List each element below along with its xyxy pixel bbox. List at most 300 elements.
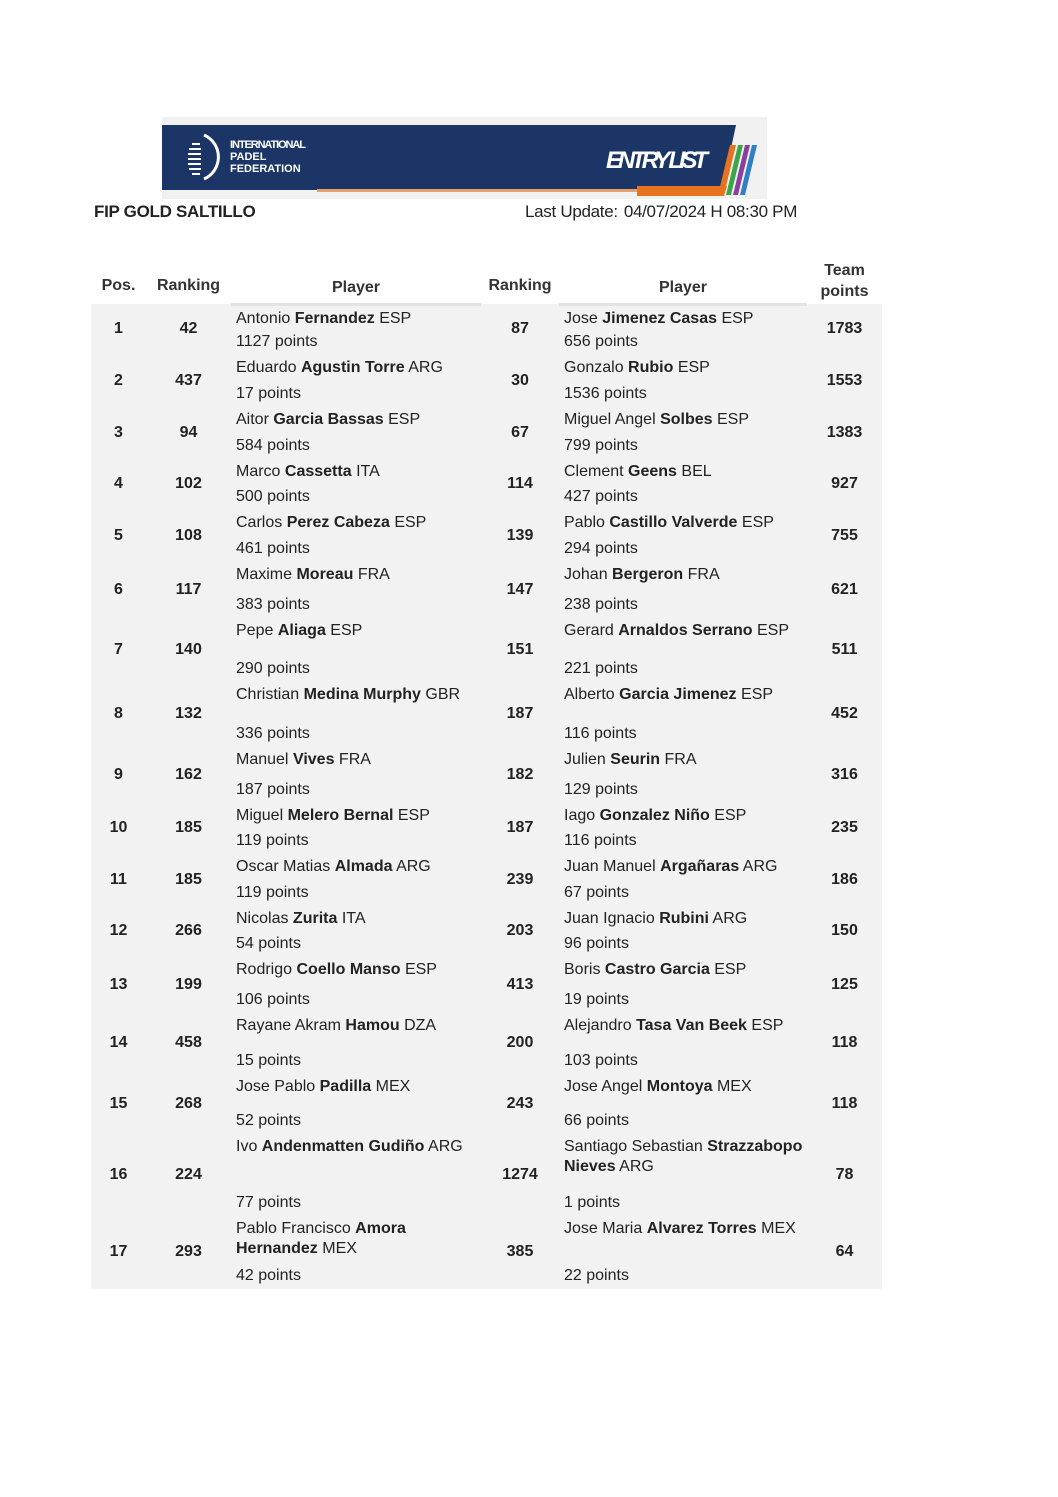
player-name: [564, 358, 803, 378]
last-name: Rubini: [659, 909, 709, 927]
last-name: Vives: [292, 750, 335, 768]
player2-ranking: 182: [506, 765, 534, 783]
player-cell: [559, 906, 807, 957]
nationality: ARG: [396, 857, 431, 875]
last-name: Jimenez Casas: [602, 309, 717, 327]
first-name: Santiago Sebastian: [564, 1137, 703, 1155]
player-points: 103 points: [564, 1051, 638, 1069]
nationality: DZA: [404, 1016, 437, 1034]
player-points: 238 points: [564, 595, 638, 613]
last-name: Melero Bernal: [287, 806, 394, 824]
player-cell: [231, 906, 481, 957]
first-name: Gerard: [564, 621, 614, 639]
last-update: [525, 202, 797, 222]
last-name: Coello Manso: [296, 960, 401, 978]
player-name: [236, 1016, 477, 1036]
position: 7: [114, 640, 123, 658]
nationality: ESP: [388, 410, 421, 428]
last-name: Garcia Jimenez: [619, 685, 737, 703]
player-points: 42 points: [236, 1266, 301, 1284]
player-cell: [231, 957, 481, 1013]
player-cell: [559, 1013, 807, 1074]
player-cell: [231, 407, 481, 459]
position: 6: [114, 580, 123, 598]
player-points: 116 points: [564, 831, 637, 849]
nationality: FRA: [357, 565, 390, 583]
svg-text:FEDERATION: FEDERATION: [230, 163, 301, 175]
team-points: 1783: [826, 320, 863, 338]
player-name: [236, 565, 477, 585]
player-cell: [231, 562, 481, 618]
first-name: Clement: [564, 462, 624, 480]
player-name: [564, 1219, 803, 1239]
first-name: Gonzalo: [564, 358, 624, 376]
player2-ranking: 30: [511, 371, 529, 389]
player2-ranking: 147: [506, 580, 534, 598]
position: 3: [114, 423, 123, 441]
player1-ranking: 132: [175, 705, 202, 722]
player-name: [236, 750, 477, 770]
player-cell: [559, 1134, 807, 1216]
last-name: Zurita: [292, 909, 338, 927]
player-points: 656 points: [564, 332, 638, 350]
last-name: Seurin: [610, 750, 661, 768]
player1-ranking: 224: [175, 1165, 202, 1183]
last-name: Geens: [628, 462, 677, 480]
player1-ranking: 162: [175, 765, 202, 783]
player-cell: [559, 355, 807, 407]
nationality: BEL: [681, 462, 712, 480]
team-points: 1553: [826, 371, 863, 389]
last-update-value: 04/07/2024 H 08:30 PM: [623, 202, 798, 221]
last-name: Strazzabopo Nieves: [564, 1137, 803, 1175]
position: 5: [114, 526, 123, 544]
player-cell: [559, 747, 807, 803]
first-name: Ivo: [236, 1137, 258, 1155]
player-points: 96 points: [564, 934, 629, 952]
first-name: Iago: [564, 806, 596, 824]
first-name: Alberto: [564, 685, 615, 703]
nationality: ESP: [397, 806, 430, 824]
player2-ranking: 385: [506, 1243, 534, 1260]
last-name: Fernandez: [294, 309, 375, 327]
table-row: [91, 906, 882, 957]
player1-ranking: 268: [175, 1094, 202, 1112]
team-points: 64: [835, 1243, 854, 1260]
position: 14: [109, 1034, 128, 1051]
player-cell: [231, 459, 481, 510]
first-name: Oscar Matias: [236, 857, 331, 875]
player-points: 221 points: [564, 659, 638, 677]
player2-ranking: 243: [506, 1094, 534, 1112]
last-name: Aliaga: [277, 621, 326, 639]
last-name: Bergeron: [612, 565, 684, 583]
player-name: [564, 565, 803, 585]
nationality: ARG: [712, 909, 748, 927]
player-cell: [231, 854, 481, 906]
player-name: [236, 1219, 477, 1259]
player2-ranking: 187: [506, 819, 534, 836]
first-name: Pablo: [564, 513, 605, 531]
player2-ranking: 187: [506, 705, 534, 722]
player-cell: [559, 459, 807, 510]
last-name: Montoya: [646, 1077, 713, 1095]
player1-ranking: 437: [175, 371, 202, 389]
nationality: ESP: [717, 410, 750, 428]
header-player: Player: [231, 252, 481, 304]
nationality: MEX: [761, 1219, 796, 1237]
nationality: ARG: [428, 1137, 463, 1155]
last-name: Arnaldos Serrano: [618, 621, 753, 639]
nationality: ESP: [741, 513, 774, 531]
team-points: 927: [831, 475, 858, 492]
player-cell: [231, 682, 481, 747]
player-name: [236, 806, 477, 826]
player-points: 106 points: [236, 990, 310, 1008]
player-cell: [559, 562, 807, 618]
player-name: [564, 1137, 803, 1177]
team-points: 755: [831, 526, 858, 544]
player2-ranking: 203: [506, 922, 534, 939]
position: 11: [110, 870, 127, 888]
player-cell: [231, 803, 481, 854]
player-name: [564, 806, 803, 826]
player-cell: [559, 510, 807, 562]
player-name: [236, 358, 477, 378]
position: 2: [114, 371, 123, 389]
team-points: 621: [831, 580, 858, 598]
player-name: [564, 462, 803, 482]
nationality: ESP: [379, 309, 412, 327]
nationality: ITA: [341, 909, 366, 927]
player-cell: [559, 618, 807, 682]
nationality: ESP: [721, 309, 754, 327]
table-row: [91, 854, 882, 906]
player1-ranking: 108: [175, 526, 202, 544]
nationality: ARG: [742, 857, 778, 875]
player1-ranking: 185: [175, 819, 202, 836]
nationality: GBR: [425, 685, 461, 703]
tournament-title: FIP GOLD SALTILLO: [94, 202, 256, 221]
table-row: [91, 747, 882, 803]
player-name: [564, 685, 803, 705]
first-name: Eduardo: [236, 358, 297, 376]
nationality: MEX: [322, 1239, 357, 1257]
position: 4: [114, 475, 123, 492]
last-name: Castro Garcia: [604, 960, 710, 978]
player2-ranking: 239: [506, 870, 534, 888]
player-points: 66 points: [564, 1111, 629, 1129]
player-name: [236, 857, 477, 877]
position: 10: [109, 819, 128, 836]
player2-ranking: 67: [511, 423, 529, 441]
player-cell: [231, 1013, 481, 1074]
player-cell: [559, 304, 807, 355]
player-cell: [231, 1134, 481, 1216]
position: 15: [109, 1094, 128, 1112]
player-points: 427 points: [564, 487, 638, 505]
svg-text:INTERNATIONAL: INTERNATIONAL: [230, 139, 306, 151]
nationality: ARG: [619, 1157, 654, 1175]
table-row: [91, 355, 882, 407]
player-points: 500 points: [236, 487, 310, 505]
last-name: Argañaras: [660, 857, 740, 875]
header-ranking: Ranking: [488, 277, 552, 294]
player1-ranking: 458: [175, 1034, 202, 1051]
first-name: Jose Pablo: [236, 1077, 316, 1095]
player-name: [564, 309, 803, 329]
player-points: 54 points: [236, 934, 301, 952]
player-cell: [559, 803, 807, 854]
last-name: Cassetta: [284, 462, 352, 480]
table-row: [91, 1074, 882, 1134]
player-name: [236, 410, 477, 430]
position: 1: [114, 320, 123, 338]
nationality: MEX: [375, 1077, 411, 1095]
first-name: Christian: [236, 685, 300, 703]
nationality: FRA: [687, 565, 720, 583]
table-row: [91, 1134, 882, 1216]
nationality: FRA: [664, 750, 697, 768]
table-row: [91, 803, 882, 854]
player-name: [236, 960, 477, 980]
player-name: [236, 462, 477, 482]
team-points: 511: [831, 640, 858, 658]
nationality: ESP: [741, 685, 774, 703]
first-name: Carlos: [236, 513, 283, 531]
player-cell: [231, 355, 481, 407]
player-name: [564, 1016, 803, 1036]
last-name: Alvarez Torres: [646, 1219, 757, 1237]
team-points: 150: [831, 922, 858, 939]
player2-ranking: 151: [506, 640, 534, 658]
first-name: Julien: [564, 750, 606, 768]
table-row: [91, 510, 882, 562]
last-name: Perez Cabeza: [286, 513, 390, 531]
player-cell: [559, 407, 807, 459]
team-points: 78: [835, 1165, 854, 1183]
last-name: Agustin Torre: [300, 358, 405, 376]
player1-ranking: 140: [175, 640, 202, 658]
nationality: ESP: [756, 621, 789, 639]
player-name: [564, 410, 803, 430]
last-name: Moreau: [296, 565, 354, 583]
player-points: 1 points: [564, 1193, 621, 1211]
player-name: [564, 1077, 803, 1097]
player1-ranking: 293: [175, 1243, 202, 1260]
first-name: Rodrigo: [236, 960, 293, 978]
player-name: [564, 513, 803, 533]
svg-text:PADEL: PADEL: [230, 151, 267, 163]
team-points: 186: [831, 870, 858, 888]
first-name: Juan Manuel: [564, 857, 656, 875]
player-name: [236, 621, 477, 641]
first-name: Johan: [564, 565, 608, 583]
player1-ranking: 199: [175, 975, 202, 993]
player-points: 187 points: [236, 780, 310, 798]
nationality: ESP: [394, 513, 427, 531]
player-points: 1536 points: [564, 384, 647, 402]
last-name: Garcia Bassas: [273, 410, 384, 428]
position: 9: [114, 765, 123, 783]
nationality: ESP: [751, 1016, 784, 1034]
last-name: Amora Hernandez: [236, 1219, 406, 1257]
position: 13: [109, 975, 128, 993]
player-points: 116 points: [564, 724, 637, 742]
header-player: Player: [559, 252, 807, 304]
player-cell: [559, 854, 807, 906]
player1-ranking: 42: [179, 320, 198, 338]
table-row: [91, 562, 882, 618]
first-name: Pablo Francisco: [236, 1219, 351, 1237]
table-row: [91, 407, 882, 459]
position: 12: [109, 922, 128, 939]
last-name: Tasa Van Beek: [636, 1016, 747, 1034]
header-ranking: Ranking: [156, 277, 221, 294]
first-name: Miguel Angel: [564, 410, 656, 428]
first-name: Boris: [564, 960, 601, 978]
player2-ranking: 200: [506, 1034, 534, 1051]
table-row: [91, 682, 882, 747]
first-name: Juan Ignacio: [564, 909, 655, 927]
header-pos: Pos.: [101, 277, 136, 294]
player-name: [564, 750, 803, 770]
player-name: [236, 1077, 477, 1097]
player-points: 17 points: [236, 384, 301, 402]
first-name: Pepe: [236, 621, 274, 639]
team-points: 316: [831, 765, 858, 783]
last-name: Padilla: [319, 1077, 372, 1095]
player-name: [236, 1137, 477, 1157]
player1-ranking: 102: [175, 475, 202, 492]
player-points: 22 points: [564, 1266, 629, 1284]
last-name: Rubio: [628, 358, 674, 376]
nationality: ESP: [714, 806, 747, 824]
last-name: Solbes: [660, 410, 713, 428]
player2-ranking: 413: [506, 975, 534, 993]
player-name: [236, 909, 477, 929]
team-points: 118: [831, 1034, 858, 1051]
last-name: Gonzalez Niño: [599, 806, 710, 824]
player-name: [236, 309, 477, 329]
player-points: 336 points: [236, 724, 310, 742]
position: 17: [109, 1243, 128, 1260]
player-name: [564, 909, 803, 929]
player-name: [564, 960, 803, 980]
nationality: FRA: [338, 750, 371, 768]
player-points: 52 points: [236, 1111, 301, 1129]
player-cell: [231, 618, 481, 682]
last-name: Almada: [334, 857, 393, 875]
last-name: Castillo Valverde: [609, 513, 738, 531]
player-name: [564, 857, 803, 877]
first-name: Antonio: [236, 309, 291, 327]
player2-ranking: 139: [506, 526, 534, 544]
player-cell: [231, 510, 481, 562]
first-name: Alejandro: [564, 1016, 632, 1034]
player-points: 1127 points: [236, 332, 318, 350]
player2-ranking: 1274: [502, 1165, 538, 1183]
nationality: MEX: [716, 1077, 752, 1095]
first-name: Miguel: [236, 806, 284, 824]
player-points: 383 points: [236, 595, 310, 613]
player-points: 119 points: [236, 831, 309, 849]
team-points: 452: [831, 705, 858, 722]
position: 16: [109, 1165, 128, 1183]
nationality: ARG: [408, 358, 443, 376]
player2-ranking: 114: [507, 475, 533, 492]
table-row: [91, 957, 882, 1013]
player1-ranking: 94: [179, 423, 198, 441]
first-name: Maxime: [236, 565, 293, 583]
nationality: ITA: [356, 462, 380, 480]
table-row: [91, 304, 882, 355]
first-name: Aitor: [236, 410, 269, 428]
nationality: ESP: [404, 960, 437, 978]
player-cell: [559, 682, 807, 747]
entry-list-table: [91, 252, 882, 1289]
player-points: 67 points: [564, 883, 629, 901]
nationality: ESP: [330, 621, 363, 639]
table-row: [91, 618, 882, 682]
player-points: 15 points: [236, 1051, 301, 1069]
player-points: 129 points: [564, 780, 638, 798]
player2-ranking: 87: [511, 320, 529, 338]
svg-text:ENTRY LIST: ENTRY LIST: [606, 147, 708, 174]
table-row: [91, 1216, 882, 1289]
first-name: Jose Angel: [564, 1077, 643, 1095]
player-points: 290 points: [236, 659, 310, 677]
first-name: Nicolas: [236, 909, 289, 927]
player-points: 461 points: [236, 539, 310, 557]
position: 8: [114, 705, 123, 722]
last-name: Medina Murphy: [303, 685, 421, 703]
table-header: [91, 252, 882, 304]
player1-ranking: 185: [175, 870, 202, 888]
team-points: 118: [831, 1094, 858, 1112]
last-name: Andenmatten Gudiño: [261, 1137, 425, 1155]
team-points: 125: [831, 975, 858, 993]
first-name: Jose Maria: [564, 1219, 643, 1237]
first-name: Marco: [236, 462, 281, 480]
table-row: [91, 1013, 882, 1074]
player-points: 77 points: [236, 1193, 301, 1211]
player1-ranking: 117: [175, 580, 202, 598]
team-points: 235: [831, 819, 858, 836]
last-update-label: Last Update:: [525, 202, 618, 221]
player-cell: [231, 747, 481, 803]
first-name: Manuel: [236, 750, 289, 768]
player-cell: [559, 1216, 807, 1289]
player-cell: [231, 1074, 481, 1134]
last-name: Hamou: [345, 1016, 400, 1034]
player-name: [564, 621, 803, 641]
player-cell: [231, 1216, 481, 1289]
header-team-points: Team points: [820, 262, 869, 300]
player-points: 584 points: [236, 436, 310, 454]
team-points: 1383: [826, 423, 863, 441]
player-name: [236, 685, 477, 705]
first-name: Jose: [564, 309, 598, 327]
player1-ranking: 266: [175, 922, 202, 939]
first-name: Rayane Akram: [236, 1016, 341, 1034]
player-points: 19 points: [564, 990, 629, 1008]
nationality: ESP: [714, 960, 747, 978]
player-points: 799 points: [564, 436, 638, 454]
table-row: [91, 459, 882, 510]
entry-list-banner: [162, 117, 767, 199]
player-cell: [559, 1074, 807, 1134]
